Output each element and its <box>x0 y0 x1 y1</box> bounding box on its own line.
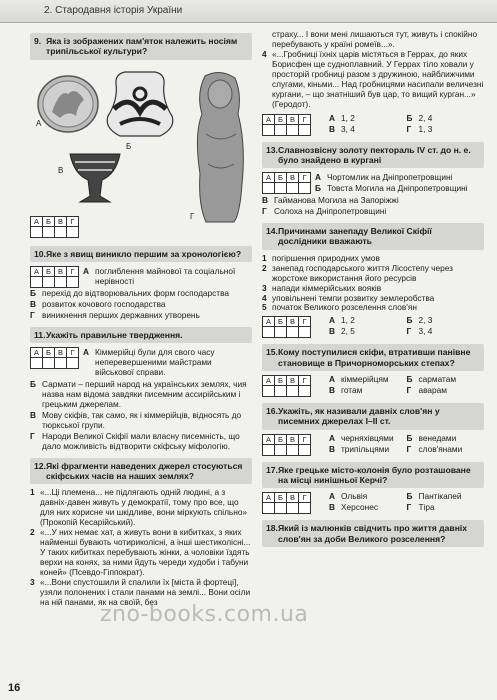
q16-answers <box>262 434 484 456</box>
coin-image <box>38 76 98 132</box>
page-number: 16 <box>8 682 21 694</box>
q14-answer-c: В 2, 5 <box>329 326 355 337</box>
vase-image <box>70 154 120 202</box>
q17-answer-grid[interactable]: А Б В Г <box>262 492 311 514</box>
q12-answer-d: Г 1, 3 <box>406 123 433 134</box>
q13-option-a: А Чортомлик на Дніпропетровщині <box>315 172 453 183</box>
q14-item-2: 2 занепад господарського життя Лісостепу через жорстоке використання його ресурсів <box>262 262 453 283</box>
image-label-b: Б <box>126 141 132 151</box>
q16-answer-a: А черняхівцями <box>329 432 394 443</box>
q13-option-d: Г Солоха на Дніпропетровщині <box>262 206 387 217</box>
q10-option-c: В розвиток кочового господарства <box>30 298 166 309</box>
q17-answer-b: Б Пантікапей <box>406 491 462 502</box>
q10-option-b: Б перехід до відтворювальних форм господарства <box>30 287 230 298</box>
left-column <box>30 30 252 608</box>
q15-answer-b: Б сарматам <box>406 374 457 385</box>
question-16: 16. Укажіть, як називали давніх слов'ян у писемних джерелах I–II ст. <box>262 403 484 430</box>
q16-answer-grid[interactable]: А Б В Г <box>262 434 311 456</box>
q15-answer-d: Г аварам <box>406 384 447 395</box>
q12-answer-grid[interactable]: А Б В Г <box>262 114 311 136</box>
q12-source-1: 1 «...Ці племена... не підлягають одній людині, а з давніх-давен живуть у демократії, тому про все, що для них корисне чи шкідливе, вони міркують спільно» (Прокопій Кесарійський). <box>30 487 248 528</box>
q9-answer-grid[interactable]: А Б В Г <box>30 216 79 238</box>
q16-answer-c: В трипільцями <box>329 443 390 454</box>
q10-option-a: А поглиблення майнової та соціальної нерівності <box>83 265 236 286</box>
question-17: 17. Яке грецьке місто-колонія було розташоване на місці нинішньої Керчі? <box>262 462 484 489</box>
question-10: 10. Яке з явищ виникло першим за хронологією? <box>30 246 252 262</box>
q15-answers <box>262 375 484 397</box>
question-9: 9. Яка із зображених пам'яток належить носіям трипільської культури? <box>30 33 252 60</box>
q10-answer-grid[interactable]: А Б В Г <box>30 266 79 288</box>
q14-answers <box>262 316 484 338</box>
q14-items <box>262 254 484 314</box>
q9-artifact-illustrations <box>30 64 252 224</box>
q11-option-a: А Кіммерійці були для свого часу неперевершеними майстрами військової справи. <box>83 347 215 378</box>
q15-answer-a: А кіммерійцям <box>329 374 389 385</box>
q17-answer-c: В Херсонес <box>329 502 378 513</box>
q13-option-b: Б Товста Могила на Дніпропетровщині <box>315 183 468 194</box>
q11-body <box>30 347 252 379</box>
q12-source-4: 4 «...Гробниці їхніх царів містяться в Геррах, до яких Борисфен ще судноплавний. У Геррах тіло ховали у просторій гробниці разом з дружиною, найближчими слугами, кіньми... Над гробницями насипали величезні кургани, – що знатніший був цар, то вищий курган...» (Геродот). <box>262 48 484 109</box>
q13-body <box>262 172 484 195</box>
right-column <box>262 30 484 551</box>
q14-item-4: 4 уповільнені темпи розвитку землеробства <box>262 292 435 303</box>
question-14: 14. Причинами занепаду Великої Скіфії дослідники вважають <box>262 223 484 250</box>
image-label-a: А <box>36 118 42 128</box>
q12-answers <box>262 114 484 136</box>
question-12: 12. Які фрагменти наведених джерел стосуються скіфських часів на наших землях? <box>30 458 252 485</box>
q16-answer-b: Б венедами <box>406 432 457 443</box>
image-label-c: В <box>58 165 64 175</box>
q17-answer-a: А Ольвія <box>329 491 368 502</box>
q12-source-3: 3 «...Вони спустошили й спалили їх [міста й фортеці], узяли полонених і стали панами на землі... Вони осіли на ній панами, як на своїй, без <box>30 576 251 607</box>
q14-answer-b: Б 2, 3 <box>406 315 433 326</box>
q15-answer-grid[interactable]: А Б В Г <box>262 375 311 397</box>
q9-images <box>30 64 252 224</box>
q12-sources <box>30 488 252 607</box>
q15-answer-c: В готам <box>329 384 363 395</box>
header-title: 2. Стародавня історія України <box>44 5 183 16</box>
q11-answer-grid[interactable]: А Б В Г <box>30 347 79 369</box>
image-label-d: Г <box>190 211 195 221</box>
question-15: 15. Кому поступилися скіфи, втративши панівне становище в Причорноморських степах? <box>262 344 484 371</box>
q14-answer-grid[interactable]: А Б В Г <box>262 316 311 338</box>
q11-option-d: Г Народи Великої Скіфії мали власну писемність, що дало можливість відтворити скіфську міфологію. <box>30 430 240 451</box>
q13-option-c: В Гайманова Могила на Запоріжжі <box>262 195 399 206</box>
q12-continuation: страху... І вони мені лишаються тут, живуть і спокійно перебувають у країні ромеїв...». <box>272 29 478 49</box>
q16-answer-d: Г слов'янами <box>406 443 463 454</box>
q13-answer-grid[interactable]: А Б В Г <box>262 172 311 194</box>
q14-answer-d: Г 3, 4 <box>406 326 433 337</box>
q10-option-d: Г виникнення перших державних утворень <box>30 309 200 320</box>
q17-answer-d: Г Тіра <box>406 502 435 513</box>
watermark-text: znо-books.com.ua <box>100 602 309 627</box>
q12-answer-c: В 3, 4 <box>329 123 355 134</box>
stone-statue-image <box>197 72 243 222</box>
q14-item-5: 5 початок Великого розселення слов'ян <box>262 302 417 313</box>
question-11: 11. Укажіть правильне твердження. <box>30 327 252 343</box>
question-13: 13. Славнозвісну золоту пектораль IV ст. до н. е. було знайдено в кургані <box>262 142 484 169</box>
q17-answers <box>262 492 484 514</box>
q14-item-1: 1 погіршення природних умов <box>262 252 380 263</box>
q14-item-3: 3 напади кіммерійських вояків <box>262 282 382 293</box>
q12-answer-b: Б 2, 4 <box>406 112 433 123</box>
question-18: 18. Який із малюнків свідчить про життя давніх слов'ян за доби Великого розселення? <box>262 520 484 547</box>
q12-answer-a: А 1, 2 <box>329 112 355 123</box>
page-header <box>0 0 497 23</box>
painted-pot-image <box>107 72 173 136</box>
q10-body <box>30 266 252 288</box>
q11-option-b: Б Сармати – перший народ на українських землях, чия назва нам відома завдяки писемним ассирійським і грецьким джерелам. <box>30 378 247 409</box>
q14-answer-a: А 1, 2 <box>329 315 355 326</box>
q11-option-c: В Мову скіфів, так само, як і кіммерійців, відносять до тюркської групи. <box>30 409 242 430</box>
q12-source-2: 2 «...У них немає хат, а живуть вони в кибитках, з яких найменші бувають чотириколісні, а інші шестиколісні... У таких кибитках перебувають жінки, а чоловіки їздять верхи на конях, за ними йдуть череди худоби і табуни коней» (Псевдо-Гіппократ). <box>30 527 251 577</box>
